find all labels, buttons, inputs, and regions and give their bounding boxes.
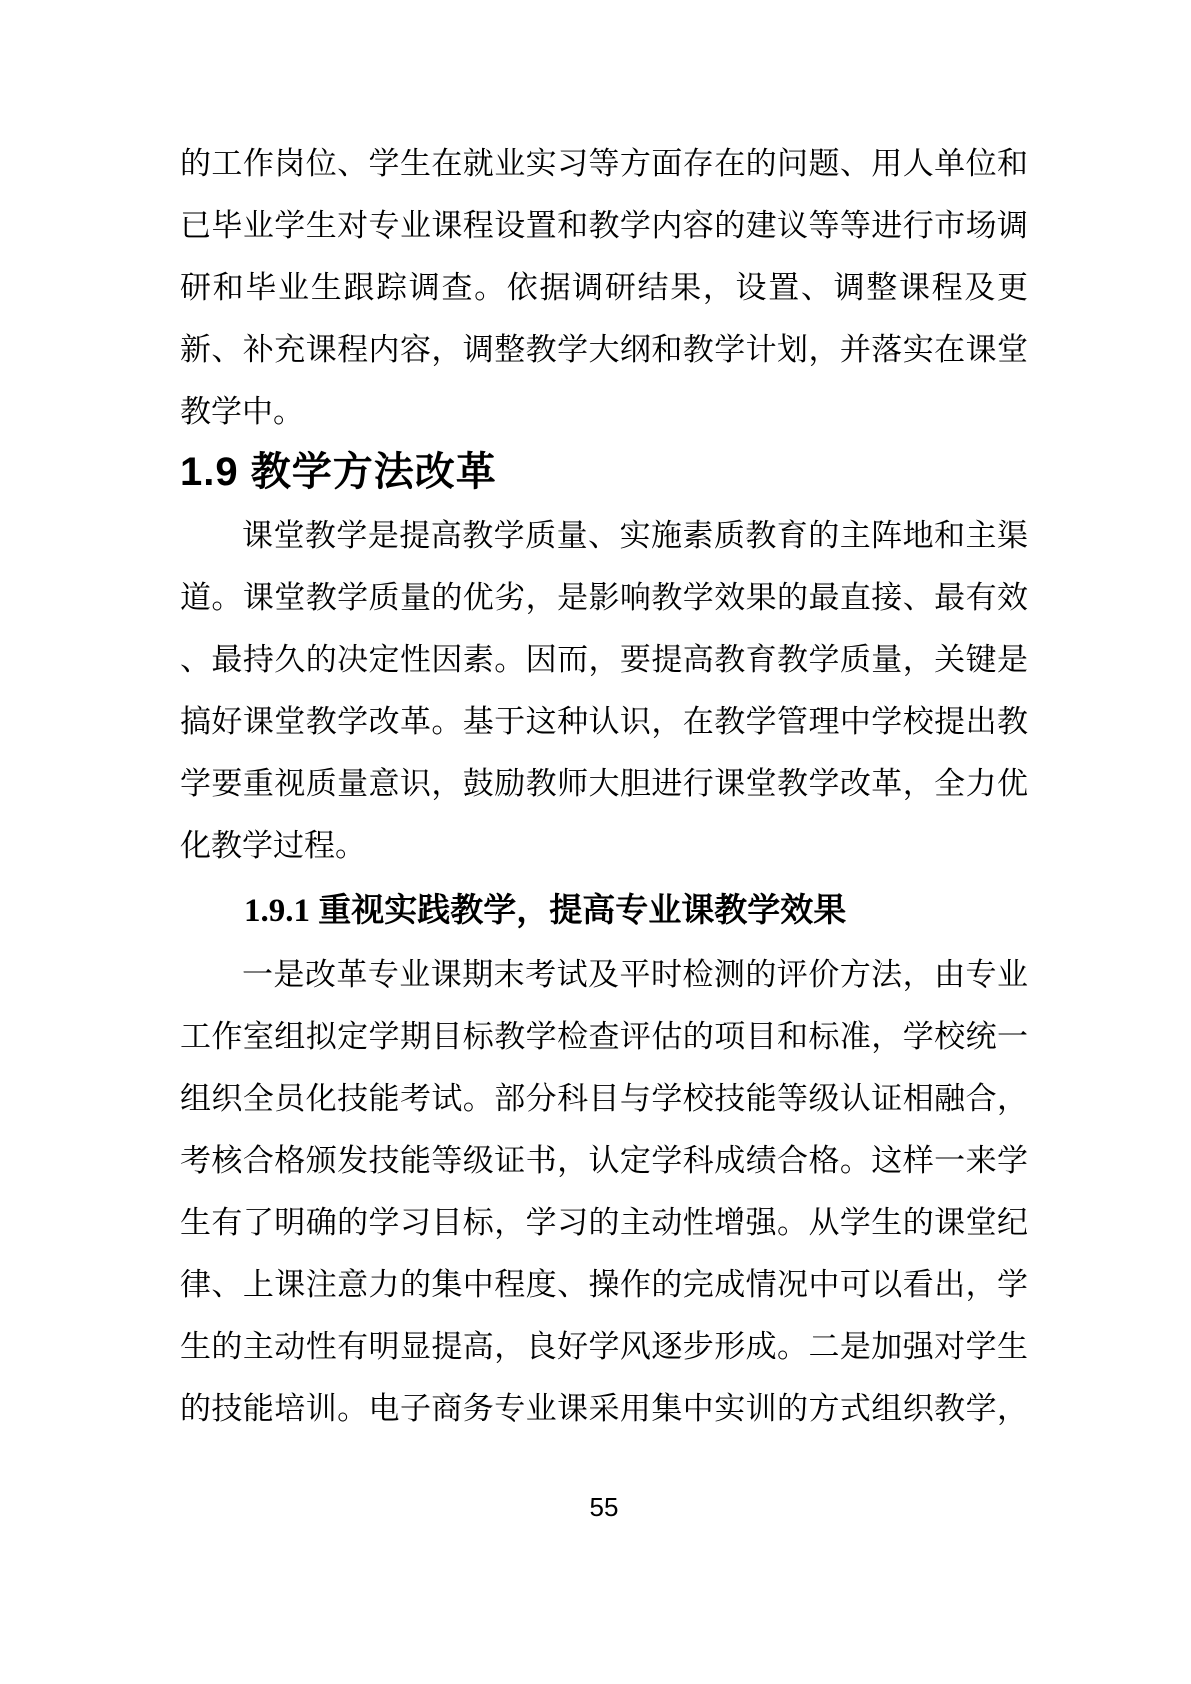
body-text-line: 的工作岗位、学生在就业实习等方面存在的问题、用人单位和	[180, 146, 1028, 181]
body-text-line: 搞好课堂教学改革。基于这种认识，在教学管理中学校提出教	[180, 704, 1028, 739]
paragraph-2	[180, 505, 1028, 877]
body-text-line: 新、补充课程内容，调整教学大纲和教学计划，并落实在课堂	[180, 332, 1028, 367]
subsection-heading-1-9-1: 1.9.1 重视实践教学，提高专业课教学效果	[244, 893, 847, 929]
body-text-line: 生的主动性有明显提高，良好学风逐步形成。二是加强对学生	[180, 1329, 1028, 1364]
body-text-line: 律、上课注意力的集中程度、操作的完成情况中可以看出，学	[180, 1267, 1028, 1302]
body-text-line: 工作室组拟定学期目标教学检查评估的项目和标准，学校统一	[180, 1019, 1028, 1054]
body-text-line: 化教学过程。	[180, 828, 366, 863]
body-text-line: 组织全员化技能考试。部分科目与学校技能等级认证相融合，	[180, 1081, 1028, 1116]
page-number: 55	[589, 1492, 619, 1522]
body-text-line: 教学中。	[180, 394, 304, 429]
body-text-line: 的技能培训。电子商务专业课采用集中实训的方式组织教学，	[180, 1391, 1028, 1426]
body-text-line: 一是改革专业课期末考试及平时检测的评价方法，由专业	[242, 957, 1028, 992]
body-text-line: 课堂教学是提高教学质量、实施素质教育的主阵地和主渠	[242, 518, 1028, 553]
section-heading-1-9: 1.9 教学方法改革	[180, 450, 497, 494]
body-text-line: 已毕业学生对专业课程设置和教学内容的建议等等进行市场调	[180, 208, 1028, 243]
body-text-line: 生有了明确的学习目标，学习的主动性增强。从学生的课堂纪	[180, 1205, 1028, 1240]
body-text-line: 研和毕业生跟踪调查。依据调研结果，设置、调整课程及更	[180, 270, 1028, 305]
body-text-line: 道。课堂教学质量的优劣，是影响教学效果的最直接、最有效	[180, 580, 1028, 615]
paragraph-3	[180, 944, 1028, 1440]
body-text-line: 考核合格颁发技能等级证书，认定学科成绩合格。这样一来学	[180, 1143, 1028, 1178]
body-text-line: 、最持久的决定性因素。因而，要提高教育教学质量，关键是	[180, 642, 1028, 677]
body-text-line: 学要重视质量意识，鼓励教师大胆进行课堂教学改革，全力优	[180, 766, 1028, 801]
paragraph-1	[180, 133, 1028, 443]
